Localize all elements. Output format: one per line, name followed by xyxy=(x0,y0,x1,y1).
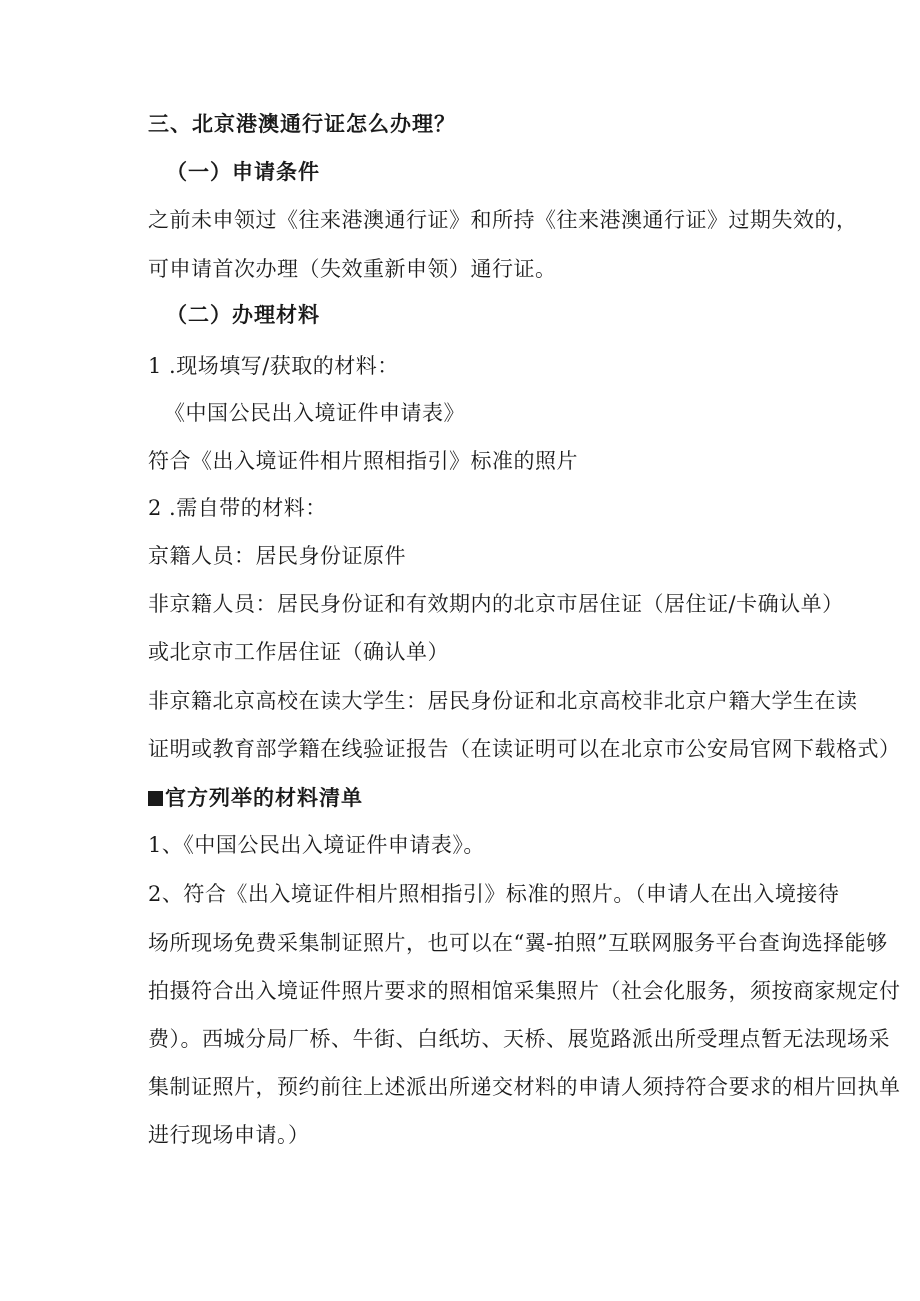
non-beijing-requirement: 或北京市工作居住证（确认单） xyxy=(148,640,449,664)
conditions-line: 之前未申领过《往来港澳通行证》和所持《往来港澳通行证》过期失效的， xyxy=(148,208,858,232)
official-list-title: 官方列举的材料清单 xyxy=(165,786,363,810)
conditions-line: 可申请首次办理（失效重新申领）通行证。 xyxy=(148,257,557,281)
onsite-item: 符合《出入境证件相片照相指引》标准的照片 xyxy=(148,449,578,473)
section-heading: 三、北京港澳通行证怎么办理？ xyxy=(148,112,456,136)
black-square-icon xyxy=(148,791,163,806)
official-list-heading xyxy=(148,783,363,813)
official-list-item: 进行现场申请。） xyxy=(148,1123,310,1147)
onsite-materials-title: 1 .现场填写/获取的材料： xyxy=(148,354,399,378)
beijing-resident-requirement: 京籍人员：居民身份证原件 xyxy=(148,544,406,568)
onsite-item: 《中国公民出入境证件申请表》 xyxy=(164,401,465,425)
official-list-item: 2、符合《出入境证件相片照相指引》标准的照片。（申请人在出入境接待 xyxy=(148,882,840,906)
official-list-item: 1、《中国公民出入境证件申请表》。 xyxy=(148,833,485,857)
official-list-item: 费）。西城分局厂桥、牛街、白纸坊、天桥、展览路派出所受理点暂无法现场采 xyxy=(148,1027,890,1051)
student-requirement: 证明或教育部学籍在线验证报告（在读证明可以在北京市公安局官网下载格式） xyxy=(148,737,901,761)
official-list-item: 拍摄符合出入境证件照片要求的照相馆采集照片（社会化服务，须按商家规定付 xyxy=(148,979,901,1003)
materials-title: （二）办理材料 xyxy=(166,303,320,327)
official-list-item: 场所现场免费采集制证照片，也可以在“翼-拍照”互联网服务平台查询选择能够 xyxy=(148,931,888,955)
official-list-item: 集制证照片，预约前往上述派出所递交材料的申请人须持符合要求的相片回执单 xyxy=(148,1075,901,1099)
non-beijing-requirement: 非京籍人员：居民身份证和有效期内的北京市居住证（居住证/卡确认单） xyxy=(148,592,844,616)
bring-materials-title: 2 .需自带的材料： xyxy=(148,496,327,520)
conditions-title: （一）申请条件 xyxy=(166,160,320,184)
student-requirement: 非京籍北京高校在读大学生：居民身份证和北京高校非北京户籍大学生在读 xyxy=(148,689,858,713)
